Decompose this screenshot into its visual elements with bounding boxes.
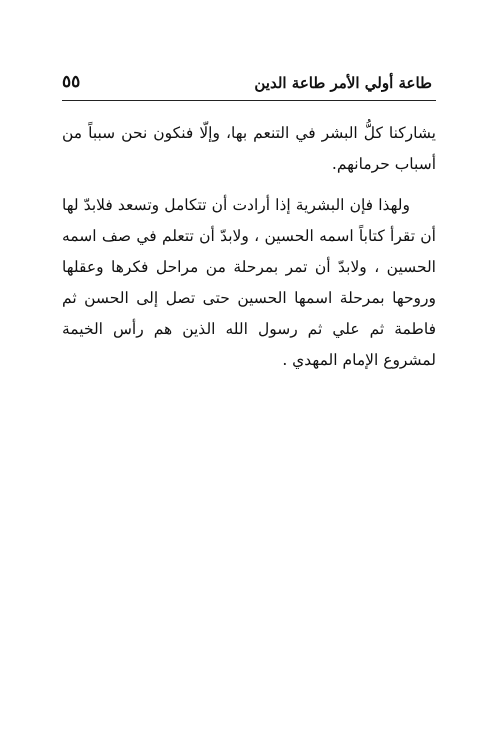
paragraph: يشاركنا كلُّ البشر في التنعم بها، وإلّا فنكون نحن سبباً من أسباب حرمانهم.	[62, 124, 436, 173]
paragraph: ولهذا فإن البشرية إذا أرادت أن تتكامل وتسعد فلابدّ لها أن تقرأ كتاباً اسمه الحسين ، ولابدّ أن تتعلم في صف اسمه الحسين ، ولابدّ أن تمر بمرحلة من مراحل فكرها وعقلها وروحها بمرحلة اسمها الحسين حتى تصل إلى الحسن ثم فاطمة ثم علي ثم رسول الله الذين هم رأس الخيمة لمشروع الإمام المهدي .	[62, 196, 436, 369]
body-text	[62, 118, 436, 376]
page-number: ٥٥	[62, 72, 81, 92]
header-rule	[62, 100, 436, 101]
page-header	[62, 72, 432, 100]
running-title: طاعة أولي الأمر طاعة الدين	[254, 74, 432, 92]
